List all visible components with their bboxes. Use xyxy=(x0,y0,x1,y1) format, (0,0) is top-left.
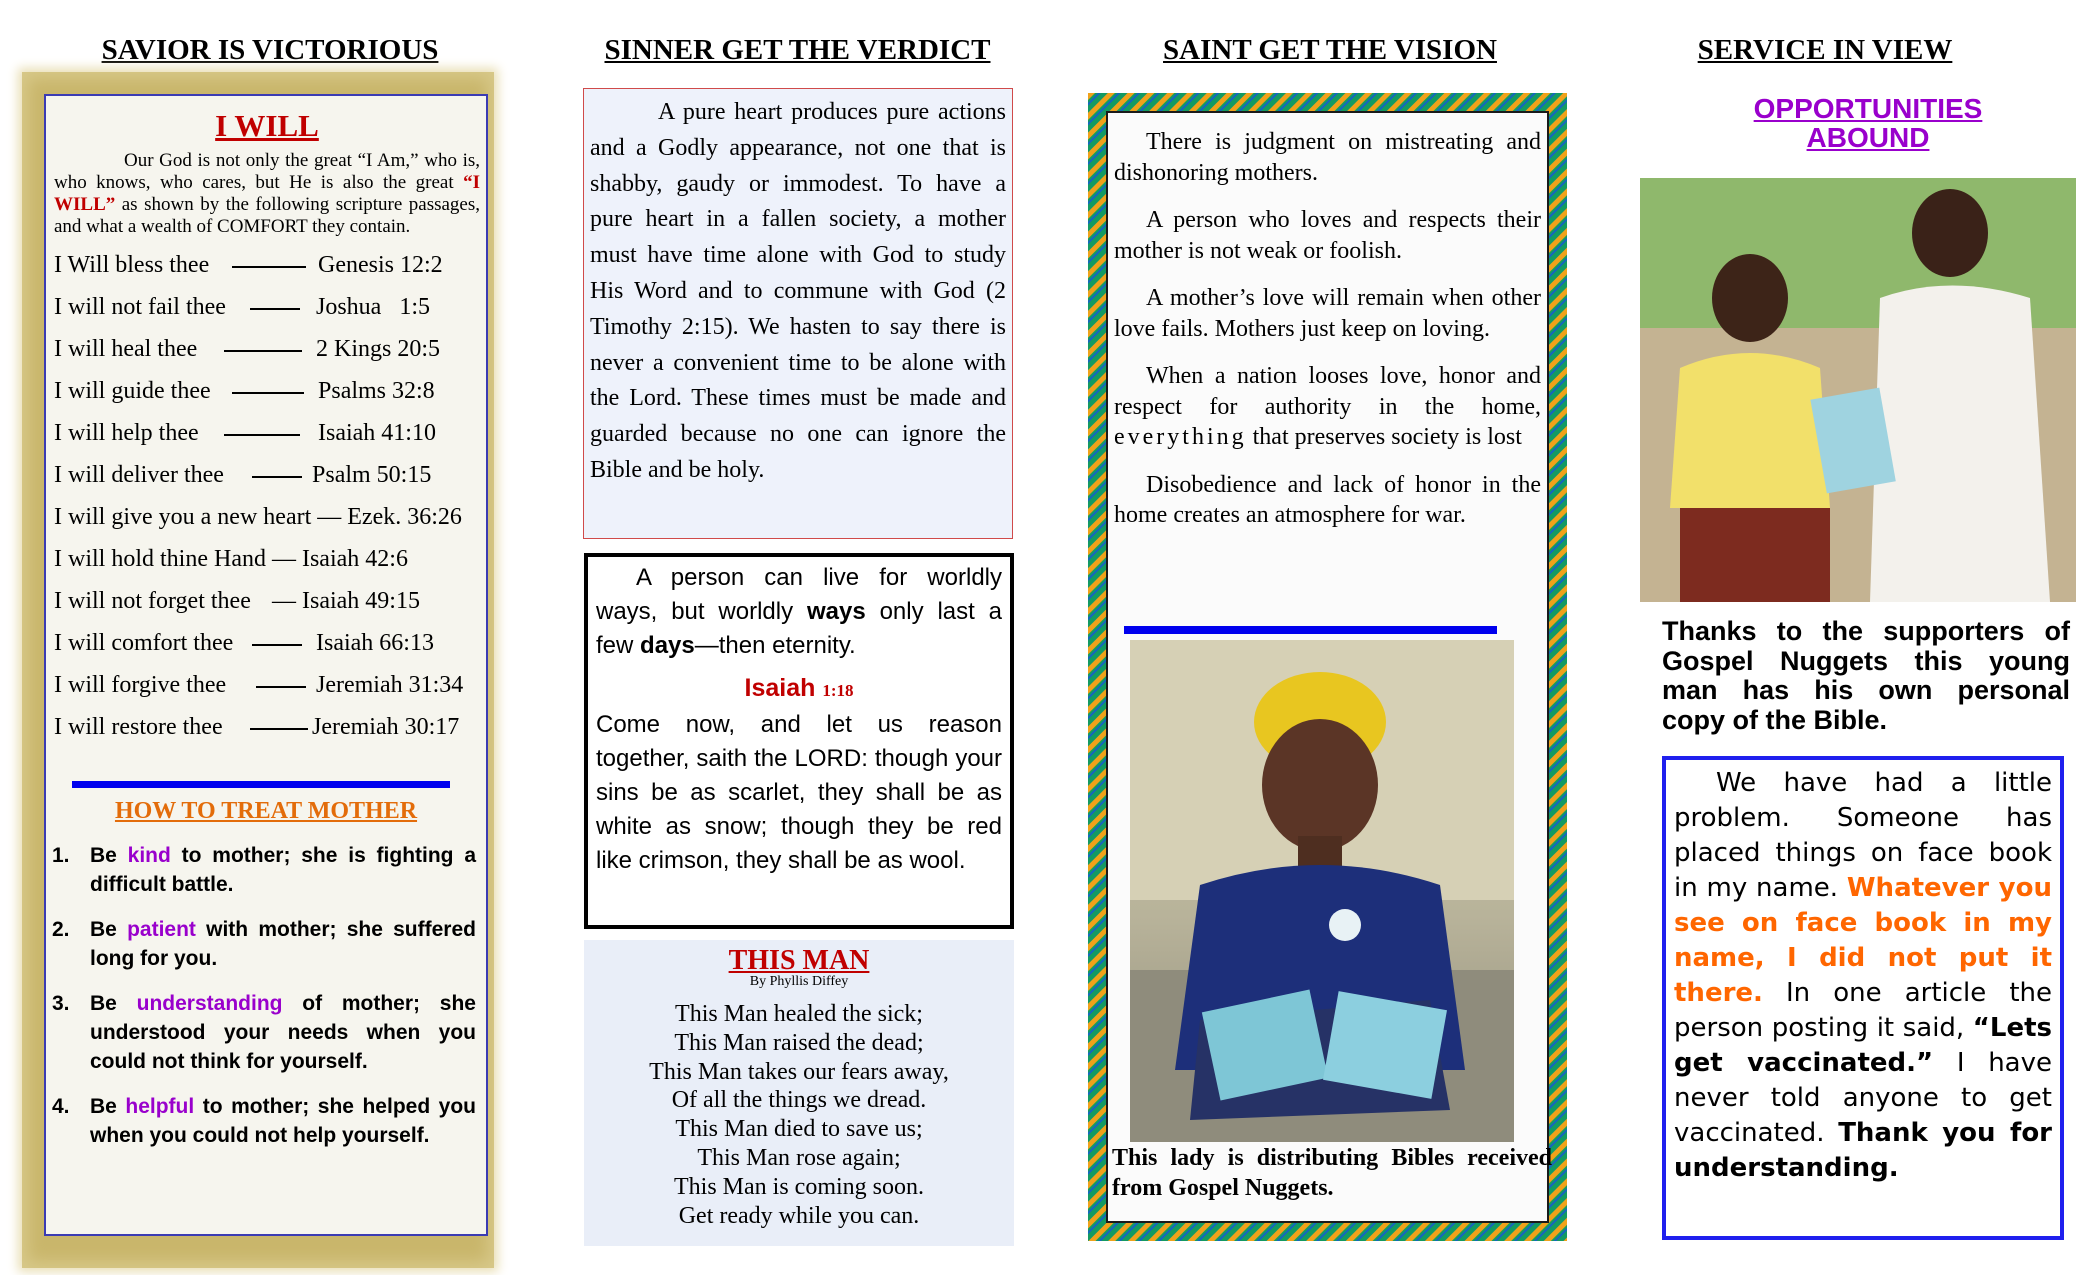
leader-line xyxy=(224,434,300,436)
lady-illustration xyxy=(1130,640,1514,1142)
mother-item xyxy=(52,915,476,973)
vision-paragraph: A mother’s love will remain when other love fails. Mothers just keep on loving. xyxy=(1114,285,1541,342)
verse-row xyxy=(54,420,480,462)
leader-line xyxy=(250,308,300,310)
leader-line xyxy=(252,476,302,478)
notice-part: We have had a little problem. Someone has placed things on face book in my name. xyxy=(1674,768,2052,903)
mother-list xyxy=(52,841,476,1166)
verse-ref: Jeremiah 31:34 xyxy=(316,672,464,698)
poem-lines xyxy=(584,1000,1014,1230)
scripture-reference xyxy=(596,671,1002,708)
i-will-panel xyxy=(44,94,488,1236)
vision-paragraph: Disobedience and lack of honor in the home creates an atmosphere for war. xyxy=(1114,471,1541,528)
verse-ref: Jeremiah 30:17 xyxy=(312,714,460,740)
verse-row xyxy=(54,336,480,378)
notice-warning: Whatever you see on face book in my name, I did not put it there. xyxy=(1674,873,2052,1008)
verse-row xyxy=(54,672,480,714)
poem-line: Of all the things we dread. xyxy=(671,1087,927,1114)
verse-text: I will not forget thee xyxy=(54,588,251,614)
photo-bible-handover xyxy=(1640,178,2076,602)
verse-text: I will forgive thee xyxy=(54,672,227,698)
worldly-part: A person can live for worldly ways, but worldly xyxy=(596,564,1002,625)
mother-item xyxy=(52,1092,476,1150)
item-lead: Be xyxy=(90,844,117,867)
pure-heart-text: A pure heart produces pure actions and a Godly appearance, not one that is shabby, gaudy or immodest. To have a pure heart in a fallen society, a mother must have time alone with God to study His Word and to commune with God (2 Timothy 2:15). We hasten to say there is never a convenient time to be alone with the Lord. These times must be made and guarded because no one can ignore the Bible and be holy. xyxy=(590,99,1006,483)
mother-item xyxy=(52,989,476,1076)
intro-highlight: “I WILL” xyxy=(54,172,480,215)
vision-divider xyxy=(1124,626,1497,634)
vision-paragraph xyxy=(1114,361,1541,453)
item-keyword: helpful xyxy=(125,1095,195,1118)
worldly-part: —then eternity. xyxy=(694,632,856,659)
intro-text-b: as shown by the following scripture passages, and what a wealth of COMFORT they contain. xyxy=(54,194,480,237)
i-will-intro xyxy=(54,150,480,238)
poem-line: This Man died to save us; xyxy=(675,1116,923,1143)
vision-spaced: everything xyxy=(1114,424,1247,450)
verse-row xyxy=(54,462,480,504)
verse-row xyxy=(54,252,480,294)
how-to-treat-mother-title: HOW TO TREAT MOTHER xyxy=(114,798,418,824)
column-heading-savior: SAVIOR IS VICTORIOUS xyxy=(101,34,439,66)
verse-text: I will hold thine Hand — Isaiah 42:6 xyxy=(54,546,408,572)
item-keyword: patient xyxy=(127,918,196,941)
verse-ref: Genesis 12:2 xyxy=(318,252,443,278)
worldly-bold: days xyxy=(640,632,695,659)
verse-text: I will not fail thee xyxy=(54,294,226,320)
notice-text xyxy=(1674,766,2052,1186)
item-rest: of mother; she understood your needs when you could not think for yourself. xyxy=(90,992,476,1073)
leader-line xyxy=(252,644,302,646)
vision-paragraph: A person who loves and respects their mother is not weak or foolish. xyxy=(1114,207,1541,264)
item-lead: Be xyxy=(90,1095,117,1118)
poem-line: This Man healed the sick; xyxy=(675,1001,923,1027)
poem-box xyxy=(584,940,1014,1246)
verse-ref: Psalms 32:8 xyxy=(318,378,435,404)
thanks-text: Thanks to the supporters of Gospel Nuggets this young man has his own personal copy of the Bible. xyxy=(1662,616,2070,735)
verse-row xyxy=(54,714,480,756)
verse-text: I will help thee xyxy=(54,420,199,446)
column-heading-service: SERVICE IN VIEW xyxy=(1697,34,1953,66)
handover-illustration xyxy=(1640,178,2076,602)
opportunities-heading: OPPORTUNITIES ABOUND xyxy=(1753,93,1983,153)
item-keyword: kind xyxy=(127,844,171,867)
photo-caption: This lady is distributing Bibles received from Gospel Nuggets. xyxy=(1112,1145,1552,1201)
verse-text: I Will bless thee xyxy=(54,252,210,278)
verse-ref: Isaiah 66:13 xyxy=(316,630,434,656)
verse-ref: Joshua 1:5 xyxy=(316,294,430,320)
item-rest: to mother; she is fighting a difficult battle. xyxy=(90,844,476,896)
poem-line: This Man rose again; xyxy=(697,1144,901,1171)
leader-line xyxy=(232,392,304,394)
verse-row xyxy=(54,504,480,546)
vision-part: When a nation looses love, honor and respect for authority in the home, xyxy=(1114,363,1541,420)
notice-quote: “Lets get vaccinated.” xyxy=(1674,1013,2052,1078)
item-text xyxy=(90,989,476,1076)
scripture-verse: Come now, and let us reason together, saith the LORD: though your sins be as scarlet, they shall be as white as snow; though they be red like crimson, they shall be as wool. xyxy=(596,711,1002,874)
item-number: 4. xyxy=(52,1095,70,1118)
vision-part: that preserves society is lost xyxy=(1252,424,1522,450)
vision-paragraph: There is judgment on mistreating and dishonoring mothers. xyxy=(1114,129,1541,186)
verse-text: I will comfort thee xyxy=(54,630,234,656)
verse-text: I will give you a new heart — Ezek. 36:26 xyxy=(54,504,462,530)
poem-line: This Man raised the dead; xyxy=(674,1029,924,1056)
leader-line xyxy=(256,686,306,688)
poem-line: This Man is coming soon. xyxy=(674,1173,924,1200)
poem-byline: By Phyllis Diffey xyxy=(749,974,849,989)
leader-line xyxy=(250,728,308,730)
facebook-notice-box xyxy=(1662,756,2064,1240)
photo-lady-with-bibles xyxy=(1130,640,1514,1142)
item-text xyxy=(90,1092,476,1150)
mother-item xyxy=(52,841,476,899)
leader-line xyxy=(232,266,306,268)
worldly-ways-box xyxy=(584,553,1014,929)
item-rest: with mother; she suffered long for you. xyxy=(90,918,476,970)
verse-row xyxy=(54,294,480,336)
verse-ref: Psalm 50:15 xyxy=(312,462,432,488)
worldly-bold: ways xyxy=(806,598,866,625)
item-number: 3. xyxy=(52,992,70,1015)
item-lead: Be xyxy=(90,992,117,1015)
i-will-title: I WILL xyxy=(215,108,319,143)
column-heading-sinner: SINNER GET THE VERDICT xyxy=(604,34,991,66)
item-text xyxy=(90,915,476,973)
pure-heart-box xyxy=(583,88,1013,539)
worldly-part: only last a few xyxy=(596,598,1003,659)
item-lead: Be xyxy=(90,918,117,941)
verse-ref: 2 Kings 20:5 xyxy=(316,336,441,362)
poem-line: Get ready while you can. xyxy=(678,1202,920,1229)
divider-bar xyxy=(72,781,450,788)
verse-row xyxy=(54,546,480,588)
item-number: 2. xyxy=(52,918,70,941)
verse-row xyxy=(54,630,480,672)
item-number: 1. xyxy=(52,844,70,867)
leader-line xyxy=(224,350,302,352)
notice-part: In one article the person posting it said, xyxy=(1674,978,2053,1043)
verse-text: I will heal thee xyxy=(54,336,198,362)
ref-number: 1:18 xyxy=(822,681,854,700)
verse-text: I will guide thee xyxy=(54,378,211,404)
verse-text: I will restore thee xyxy=(54,714,223,740)
worldly-text xyxy=(596,561,1002,663)
verse-row xyxy=(54,588,480,630)
verse-text: I will deliver thee xyxy=(54,462,224,488)
poem-line: This Man takes our fears away, xyxy=(649,1058,949,1085)
item-rest: to mother; she helped you when you could not help yourself. xyxy=(90,1095,476,1147)
verse-ref: Isaiah 41:10 xyxy=(318,420,436,446)
notice-part: I have never told anyone to get vaccinated. xyxy=(1674,1048,2053,1148)
poem-title: THIS MAN xyxy=(728,945,870,976)
intro-text-a: Our God is not only the great “I Am,” who is, who knows, who cares, but He is also the great xyxy=(54,150,480,193)
ref-book: Isaiah xyxy=(744,674,816,702)
verse-list xyxy=(54,252,480,756)
verse-row xyxy=(54,378,480,420)
item-text xyxy=(90,841,476,899)
verse-ref: — Isaiah 49:15 xyxy=(272,588,420,614)
notice-thanks: Thank you for understanding. xyxy=(1674,1118,2053,1183)
column-heading-saint: SAINT GET THE VISION xyxy=(1163,34,1497,66)
item-keyword: understanding xyxy=(136,992,283,1015)
